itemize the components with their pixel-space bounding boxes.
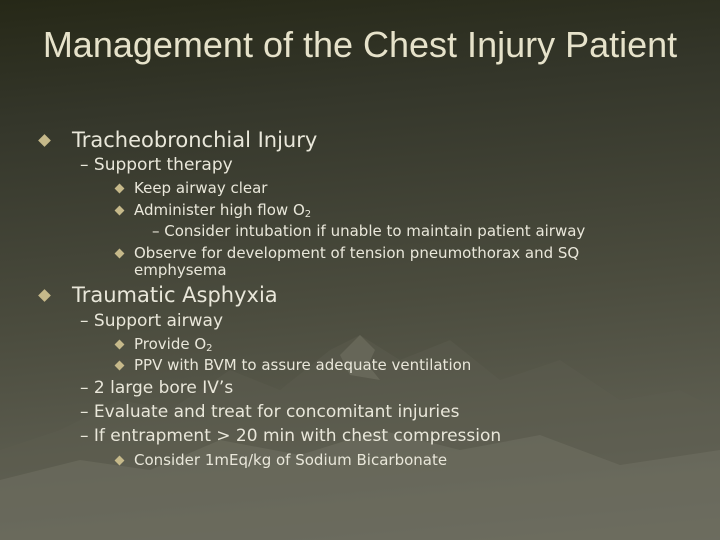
diamond-bullet-icon bbox=[115, 184, 125, 194]
list-item-continuation: emphysema bbox=[134, 261, 227, 279]
diamond-bullet-icon bbox=[38, 134, 51, 147]
subheading: – Support airway bbox=[80, 311, 224, 331]
list-item: – 2 large bore IV’s bbox=[80, 378, 234, 398]
section-heading: Traumatic Asphyxia bbox=[72, 283, 278, 307]
list-item: – Evaluate and treat for concomitant injuries bbox=[80, 402, 460, 422]
diamond-bullet-icon bbox=[115, 206, 125, 216]
list-item: – If entrapment > 20 min with chest compression bbox=[80, 426, 502, 446]
section-heading: Tracheobronchial Injury bbox=[72, 128, 318, 152]
slide-title: Management of the Chest Injury Patient bbox=[42, 24, 678, 65]
subscript: 2 bbox=[206, 343, 213, 354]
subheading: – Support therapy bbox=[80, 155, 233, 175]
subscript: 2 bbox=[304, 209, 312, 220]
list-item: – Consider intubation if unable to maintain patient airway bbox=[152, 222, 586, 240]
